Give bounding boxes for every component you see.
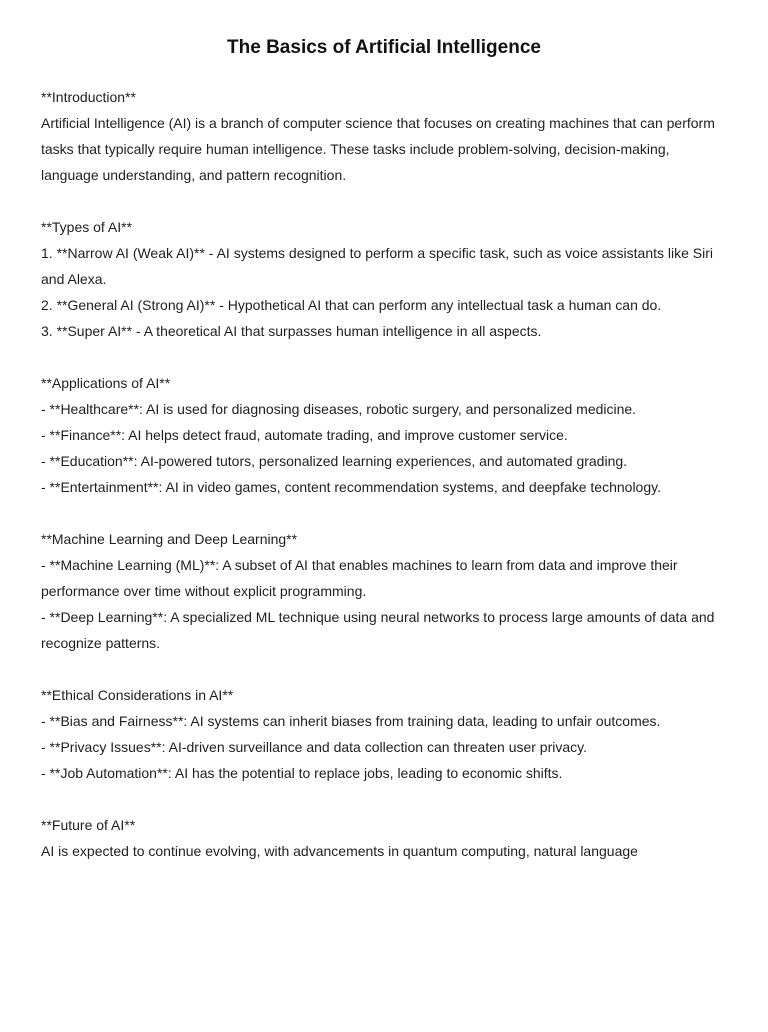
list-item: - **Education**: AI-powered tutors, personalized learning experiences, and automated grading. xyxy=(41,453,628,469)
list-item: - **Entertainment**: AI in video games, content recommendation systems, and deepfake technology. xyxy=(41,479,661,495)
section-applications-of-ai xyxy=(41,370,727,500)
list-item: - **Privacy Issues**: AI-driven surveillance and data collection can threaten user privacy. xyxy=(41,739,588,755)
list-item: - **Deep Learning**: A specialized ML technique using neural networks to process large amounts of data and recognize patterns. xyxy=(41,609,715,651)
list-item: 1. **Narrow AI (Weak AI)** - AI systems designed to perform a specific task, such as voice assistants like Siri and Alexa. xyxy=(41,245,713,287)
document-title: The Basics of Artificial Intelligence xyxy=(227,37,541,58)
section-heading: **Applications of AI** xyxy=(41,375,171,391)
list-item: 2. **General AI (Strong AI)** - Hypothetical AI that can perform any intellectual task a human can do. xyxy=(41,297,662,313)
section-heading: **Future of AI** xyxy=(41,817,136,833)
section-future-of-ai xyxy=(41,812,727,864)
section-ethical-considerations xyxy=(41,682,727,786)
section-machine-learning-deep-learning xyxy=(41,526,727,656)
list-item: - **Machine Learning (ML)**: A subset of AI that enables machines to learn from data and improve their performance over time without explicit programming. xyxy=(41,557,678,599)
section-heading: **Machine Learning and Deep Learning** xyxy=(41,531,298,547)
document-page xyxy=(0,38,768,1032)
list-item: - **Bias and Fairness**: AI systems can inherit biases from training data, leading to unfair outcomes. xyxy=(41,713,661,729)
section-heading: **Types of AI** xyxy=(41,219,133,235)
list-item: - **Healthcare**: AI is used for diagnosing diseases, robotic surgery, and personalized medicine. xyxy=(41,401,637,417)
list-item: - **Job Automation**: AI has the potential to replace jobs, leading to economic shifts. xyxy=(41,765,563,781)
section-heading: **Ethical Considerations in AI** xyxy=(41,687,234,703)
section-types-of-ai xyxy=(41,214,727,344)
paragraph: Artificial Intelligence (AI) is a branch of computer science that focuses on creating machines that can perform tasks that typically require human intelligence. These tasks include problem-solving, decision-making, language understanding, and pattern recognition. xyxy=(41,115,715,183)
document-body xyxy=(0,38,768,864)
section-heading: **Introduction** xyxy=(41,89,136,105)
paragraph: AI is expected to continue evolving, with advancements in quantum computing, natural language xyxy=(41,843,638,859)
list-item: - **Finance**: AI helps detect fraud, automate trading, and improve customer service. xyxy=(41,427,568,443)
section-introduction xyxy=(41,84,727,188)
list-item: 3. **Super AI** - A theoretical AI that surpasses human intelligence in all aspects. xyxy=(41,323,542,339)
